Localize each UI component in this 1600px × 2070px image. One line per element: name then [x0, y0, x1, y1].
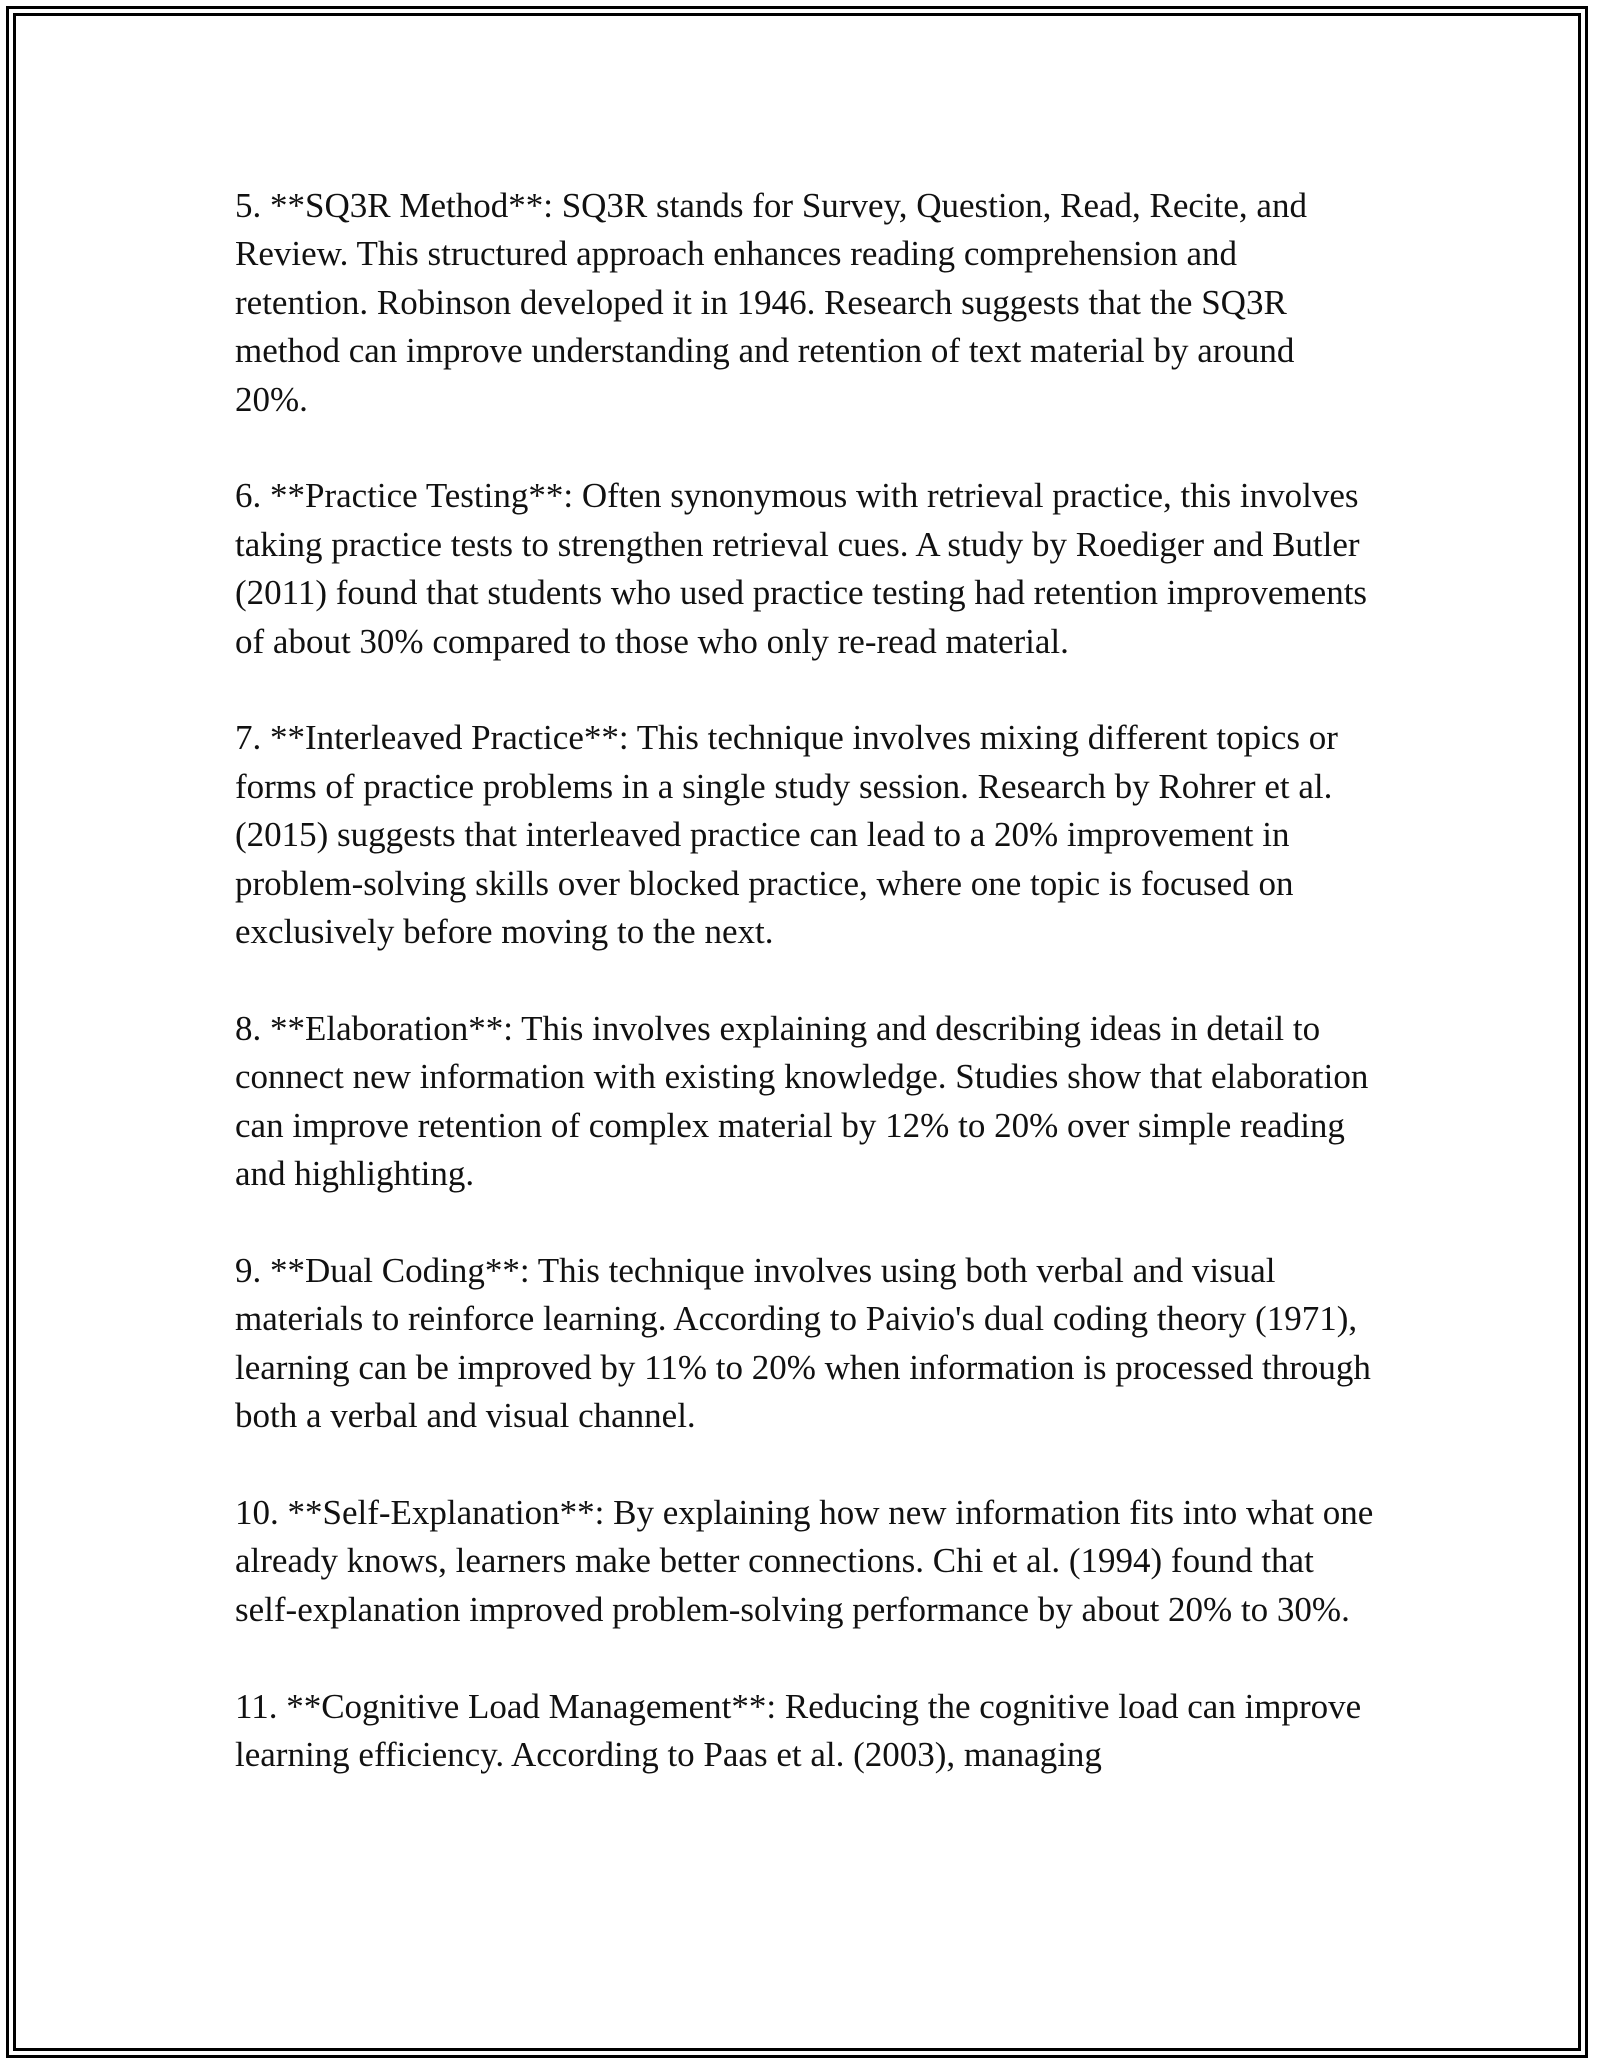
document-body — [235, 182, 1375, 1828]
paragraph-practice-testing: 6. **Practice Testing**: Often synonymous with retrieval practice, this involves taking practice tests to strengthen retrieval cues. A study by Roediger and Butler (2011) found that students who used practice testing had retention improvements of about 30% compared to those who only re-read material. — [235, 476, 1368, 661]
paragraph-interleaved-practice: 7. **Interleaved Practice**: This technique involves mixing different topics or forms of practice problems in a single study session. Research by Rohrer et al. (2015) suggests that interleaved practice can lead to a 20% improvement in problem-solving skills over blocked practice, where one topic is focused on exclusively before moving to the next. — [235, 718, 1338, 952]
paragraph-sq3r-method: 5. **SQ3R Method**: SQ3R stands for Survey, Question, Read, Recite, and Review. This structured approach enhances reading comprehension and retention. Robinson developed it in 1946. Research suggests that the SQ3R method can improve understanding and retention of text material by around 20%. — [235, 186, 1307, 419]
paragraph-self-explanation: 10. **Self-Explanation**: By explaining how new information fits into what one already knows, learners make better connections. Chi et al. (1994) found that self-explanation improved problem-solving performance by about 20% to 30%. — [235, 1492, 1374, 1629]
paragraph-dual-coding: 9. **Dual Coding**: This technique involves using both verbal and visual materials to reinforce learning. According to Paivio's dual coding theory (1971), learning can be improved by 11% to 20% when information is processed through both a verbal and visual channel. — [235, 1250, 1371, 1436]
paragraph-elaboration: 8. **Elaboration**: This involves explaining and describing ideas in detail to connect new information with existing knowledge. Studies show that elaboration can improve retention of complex material by 12% to 20% over simple reading and highlighting. — [235, 1008, 1369, 1194]
paragraph-cognitive-load-management: 11. **Cognitive Load Management**: Reducing the cognitive load can improve learning efficiency. According to Paas et al. (2003), managing — [235, 1686, 1362, 1774]
